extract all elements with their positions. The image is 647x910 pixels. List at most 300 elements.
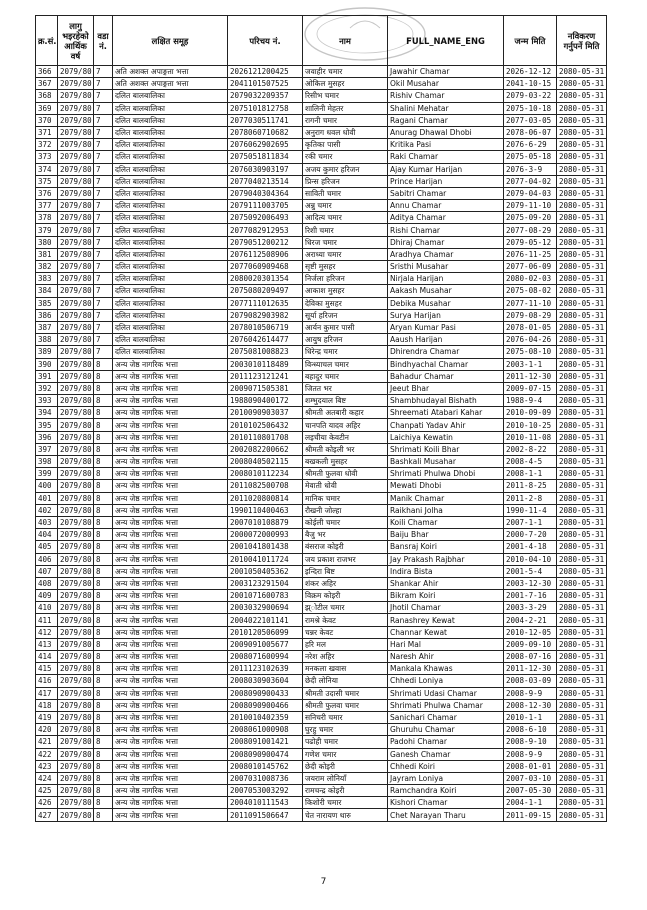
- cell-renewal-date: 2080-05-31: [557, 358, 607, 370]
- cell-serial: 374: [36, 163, 58, 175]
- cell-renewal-date: 2080-05-31: [557, 114, 607, 126]
- cell-id-number: 2010110801708: [228, 431, 303, 443]
- cell-name-nepali: ओकिल मुसहर: [303, 78, 388, 90]
- cell-serial: 386: [36, 309, 58, 321]
- cell-target-group: अन्य जेष्ठ नागरिक भत्ता: [113, 407, 228, 419]
- cell-name-english: Aryan Kumar Pasi: [388, 321, 504, 333]
- cell-serial: 419: [36, 711, 58, 723]
- table-row: [36, 443, 607, 455]
- cell-id-number: 2075051811834: [228, 151, 303, 163]
- cell-name-nepali: झ्ोटील चमार: [303, 602, 388, 614]
- table-row: [36, 187, 607, 199]
- cell-fiscal-year: 2079/80: [58, 297, 94, 309]
- cell-fiscal-year: 2079/80: [58, 151, 94, 163]
- cell-id-number: 2010041011724: [228, 553, 303, 565]
- cell-birth-date: 2080-02-03: [504, 273, 557, 285]
- cell-serial: 406: [36, 553, 58, 565]
- cell-serial: 389: [36, 346, 58, 358]
- cell-serial: 373: [36, 151, 58, 163]
- table-row: [36, 602, 607, 614]
- cell-id-number: 2077040213514: [228, 175, 303, 187]
- cell-renewal-date: 2080-05-31: [557, 370, 607, 382]
- cell-name-nepali: आर्यन कुमार पासी: [303, 321, 388, 333]
- cell-name-nepali: हरि मल: [303, 638, 388, 650]
- cell-id-number: 2010102506432: [228, 419, 303, 431]
- cell-serial: 410: [36, 602, 58, 614]
- cell-target-group: अन्य जेष्ठ नागरिक भत्ता: [113, 468, 228, 480]
- cell-fiscal-year: 2079/80: [58, 724, 94, 736]
- cell-renewal-date: 2080-05-31: [557, 212, 607, 224]
- cell-fiscal-year: 2079/80: [58, 358, 94, 370]
- cell-renewal-date: 2080-05-31: [557, 297, 607, 309]
- cell-name-nepali: नरेश अहिर: [303, 651, 388, 663]
- cell-target-group: दलित बालबालिका: [113, 261, 228, 273]
- cell-birth-date: 2008-9-9: [504, 748, 557, 760]
- cell-renewal-date: 2080-05-31: [557, 163, 607, 175]
- table-row: [36, 456, 607, 468]
- cell-target-group: अन्य जेष्ठ नागरिक भत्ता: [113, 699, 228, 711]
- cell-birth-date: 2008-07-16: [504, 651, 557, 663]
- cell-name-english: Shreemati Atabari Kahar: [388, 407, 504, 419]
- col-header-birth-date: जन्म मिति: [504, 16, 557, 66]
- cell-renewal-date: 2080-05-31: [557, 724, 607, 736]
- cell-name-english: Chhedi Koiri: [388, 760, 504, 772]
- cell-fiscal-year: 2079/80: [58, 553, 94, 565]
- cell-name-nepali: शम्भुदयाल बिष्ट: [303, 395, 388, 407]
- cell-id-number: 2002082200662: [228, 443, 303, 455]
- cell-ward: 8: [94, 431, 113, 443]
- cell-name-nepali: प्रिन्स हरिजन: [303, 175, 388, 187]
- cell-fiscal-year: 2079/80: [58, 382, 94, 394]
- table-row: [36, 516, 607, 528]
- cell-birth-date: 1990-11-4: [504, 504, 557, 516]
- cell-fiscal-year: 2079/80: [58, 809, 94, 821]
- cell-renewal-date: 2080-05-31: [557, 334, 607, 346]
- cell-ward: 7: [94, 139, 113, 151]
- table-row: [36, 638, 607, 650]
- table-row: [36, 358, 607, 370]
- cell-renewal-date: 2080-05-31: [557, 126, 607, 138]
- cell-name-nepali: अन्नु चमार: [303, 200, 388, 212]
- cell-renewal-date: 2080-05-31: [557, 541, 607, 553]
- table-row: [36, 334, 607, 346]
- cell-ward: 8: [94, 382, 113, 394]
- cell-name-nepali: मानिक चमार: [303, 492, 388, 504]
- cell-id-number: 2075092006493: [228, 212, 303, 224]
- cell-name-english: Chanpati Yadav Ahir: [388, 419, 504, 431]
- cell-id-number: 2078060710682: [228, 126, 303, 138]
- cell-id-number: 2007031008736: [228, 772, 303, 784]
- cell-name-english: Sristhi Musahar: [388, 261, 504, 273]
- cell-name-english: Okil Musahar: [388, 78, 504, 90]
- cell-serial: 378: [36, 212, 58, 224]
- table-body: [36, 66, 607, 822]
- cell-serial: 376: [36, 187, 58, 199]
- cell-target-group: दलित बालबालिका: [113, 236, 228, 248]
- cell-id-number: 2009071505381: [228, 382, 303, 394]
- cell-id-number: 2004010111543: [228, 797, 303, 809]
- cell-target-group: दलित बालबालिका: [113, 102, 228, 114]
- cell-ward: 7: [94, 321, 113, 333]
- table-row: [36, 236, 607, 248]
- table-row: [36, 809, 607, 821]
- cell-id-number: 2003010118489: [228, 358, 303, 370]
- cell-fiscal-year: 2079/80: [58, 516, 94, 528]
- cell-id-number: 2026121200425: [228, 66, 303, 78]
- cell-birth-date: 2075-08-02: [504, 285, 557, 297]
- cell-name-nepali: सृष्टी मुसहर: [303, 261, 388, 273]
- cell-id-number: 2079051200212: [228, 236, 303, 248]
- cell-name-english: Bahadur Chamar: [388, 370, 504, 382]
- cell-fiscal-year: 2079/80: [58, 492, 94, 504]
- table-row: [36, 175, 607, 187]
- cell-serial: 391: [36, 370, 58, 382]
- cell-name-english: Mewati Dhobi: [388, 480, 504, 492]
- cell-fiscal-year: 2079/80: [58, 236, 94, 248]
- cell-target-group: अन्य जेष्ठ नागरिक भत्ता: [113, 443, 228, 455]
- cell-name-nepali: आदित्य चमार: [303, 212, 388, 224]
- cell-name-english: Hari Mal: [388, 638, 504, 650]
- cell-target-group: अति अशक्त अपाङ्गता भत्ता: [113, 66, 228, 78]
- cell-id-number: 2079040304364: [228, 187, 303, 199]
- cell-serial: 381: [36, 248, 58, 260]
- cell-serial: 412: [36, 626, 58, 638]
- cell-id-number: 2079082903982: [228, 309, 303, 321]
- cell-fiscal-year: 2079/80: [58, 419, 94, 431]
- cell-serial: 390: [36, 358, 58, 370]
- cell-renewal-date: 2080-05-31: [557, 492, 607, 504]
- cell-ward: 8: [94, 711, 113, 723]
- cell-ward: 7: [94, 126, 113, 138]
- cell-ward: 8: [94, 785, 113, 797]
- cell-ward: 7: [94, 212, 113, 224]
- cell-ward: 8: [94, 577, 113, 589]
- cell-target-group: दलित बालबालिका: [113, 321, 228, 333]
- cell-serial: 405: [36, 541, 58, 553]
- cell-serial: 371: [36, 126, 58, 138]
- table-header-row: [36, 16, 607, 66]
- table-row: [36, 309, 607, 321]
- cell-birth-date: 2001-7-16: [504, 590, 557, 602]
- cell-birth-date: 2000-7-20: [504, 529, 557, 541]
- cell-ward: 8: [94, 651, 113, 663]
- cell-name-nepali: रौखनी जाेल्हा: [303, 504, 388, 516]
- cell-birth-date: 2077-06-09: [504, 261, 557, 273]
- cell-target-group: अन्य जेष्ठ नागरिक भत्ता: [113, 456, 228, 468]
- cell-ward: 8: [94, 529, 113, 541]
- cell-birth-date: 2079-08-29: [504, 309, 557, 321]
- cell-birth-date: 2010-1-1: [504, 711, 557, 723]
- table-row: [36, 212, 607, 224]
- cell-birth-date: 2007-03-10: [504, 772, 557, 784]
- col-header-target-group: लक्षित समूह: [113, 16, 228, 66]
- cell-name-english: Annu Chamar: [388, 200, 504, 212]
- cell-ward: 7: [94, 261, 113, 273]
- cell-birth-date: 2078-01-05: [504, 321, 557, 333]
- cell-ward: 8: [94, 797, 113, 809]
- cell-renewal-date: 2080-05-31: [557, 699, 607, 711]
- cell-ward: 8: [94, 492, 113, 504]
- cell-fiscal-year: 2079/80: [58, 187, 94, 199]
- cell-id-number: 2078010506719: [228, 321, 303, 333]
- cell-serial: 403: [36, 516, 58, 528]
- cell-birth-date: 2041-10-15: [504, 78, 557, 90]
- cell-serial: 377: [36, 200, 58, 212]
- cell-name-english: Rishi Chamar: [388, 224, 504, 236]
- cell-serial: 417: [36, 687, 58, 699]
- cell-renewal-date: 2080-05-31: [557, 407, 607, 419]
- cell-fiscal-year: 2079/80: [58, 663, 94, 675]
- cell-target-group: अन्य जेष्ठ नागरिक भत्ता: [113, 724, 228, 736]
- cell-serial: 416: [36, 675, 58, 687]
- table-row: [36, 504, 607, 516]
- cell-target-group: अन्य जेष्ठ नागरिक भत्ता: [113, 626, 228, 638]
- cell-ward: 8: [94, 504, 113, 516]
- cell-id-number: 2008090900433: [228, 687, 303, 699]
- cell-renewal-date: 2080-05-31: [557, 273, 607, 285]
- cell-renewal-date: 2080-05-31: [557, 772, 607, 784]
- cell-target-group: अन्य जेष्ठ नागरिक भत्ता: [113, 797, 228, 809]
- col-header-fiscal-year: लागु भइरहेको आर्थिक वर्ष: [58, 16, 94, 66]
- cell-serial: 380: [36, 236, 58, 248]
- cell-serial: 372: [36, 139, 58, 151]
- beneficiary-register-table: [35, 15, 607, 822]
- cell-fiscal-year: 2079/80: [58, 772, 94, 784]
- cell-target-group: दलित बालबालिका: [113, 334, 228, 346]
- cell-name-english: Prince Harijan: [388, 175, 504, 187]
- cell-name-nepali: चन्नर केवट: [303, 626, 388, 638]
- cell-name-english: Koili Chamar: [388, 516, 504, 528]
- cell-serial: 384: [36, 285, 58, 297]
- cell-name-nepali: देविका मुसहर: [303, 297, 388, 309]
- cell-renewal-date: 2080-05-31: [557, 602, 607, 614]
- cell-fiscal-year: 2079/80: [58, 699, 94, 711]
- cell-renewal-date: 2080-05-31: [557, 614, 607, 626]
- cell-birth-date: 2011-12-30: [504, 370, 557, 382]
- cell-id-number: 2008061000908: [228, 724, 303, 736]
- cell-name-english: Chhedi Loniya: [388, 675, 504, 687]
- cell-name-english: Naresh Ahir: [388, 651, 504, 663]
- cell-birth-date: 2004-1-1: [504, 797, 557, 809]
- table-row: [36, 248, 607, 260]
- cell-name-nepali: चानपति यादव अहिर: [303, 419, 388, 431]
- cell-birth-date: 2076-04-26: [504, 334, 557, 346]
- cell-target-group: अन्य जेष्ठ नागरिक भत्ता: [113, 809, 228, 821]
- table-row: [36, 66, 607, 78]
- cell-ward: 7: [94, 346, 113, 358]
- cell-serial: 369: [36, 102, 58, 114]
- cell-target-group: अन्य जेष्ठ नागरिक भत्ता: [113, 529, 228, 541]
- table-row: [36, 614, 607, 626]
- cell-renewal-date: 2080-05-31: [557, 760, 607, 772]
- cell-birth-date: 2011-2-8: [504, 492, 557, 504]
- cell-target-group: अन्य जेष्ठ नागरिक भत्ता: [113, 504, 228, 516]
- cell-ward: 7: [94, 236, 113, 248]
- cell-fiscal-year: 2079/80: [58, 785, 94, 797]
- cell-target-group: दलित बालबालिका: [113, 163, 228, 175]
- cell-serial: 414: [36, 651, 58, 663]
- cell-serial: 423: [36, 760, 58, 772]
- cell-ward: 8: [94, 760, 113, 772]
- cell-renewal-date: 2080-05-31: [557, 443, 607, 455]
- cell-renewal-date: 2080-05-31: [557, 90, 607, 102]
- cell-name-english: Channar Kewat: [388, 626, 504, 638]
- cell-name-nepali: बखकली मुसहर: [303, 456, 388, 468]
- table-row: [36, 675, 607, 687]
- cell-name-nepali: बैजु भर: [303, 529, 388, 541]
- cell-birth-date: 2076-3-9: [504, 163, 557, 175]
- cell-birth-date: 2079-04-03: [504, 187, 557, 199]
- cell-ward: 8: [94, 468, 113, 480]
- cell-serial: 375: [36, 175, 58, 187]
- cell-fiscal-year: 2079/80: [58, 675, 94, 687]
- cell-target-group: अन्य जेष्ठ नागरिक भत्ता: [113, 651, 228, 663]
- cell-serial: 424: [36, 772, 58, 784]
- table-row: [36, 151, 607, 163]
- table-row: [36, 261, 607, 273]
- cell-name-nepali: जवाहीर चमार: [303, 66, 388, 78]
- cell-ward: 8: [94, 590, 113, 602]
- cell-id-number: 2001041801438: [228, 541, 303, 553]
- cell-id-number: 1990110400463: [228, 504, 303, 516]
- cell-birth-date: 2010-11-08: [504, 431, 557, 443]
- cell-name-english: Ganesh Chamar: [388, 748, 504, 760]
- cell-ward: 8: [94, 809, 113, 821]
- cell-ward: 7: [94, 151, 113, 163]
- cell-renewal-date: 2080-05-31: [557, 395, 607, 407]
- cell-serial: 383: [36, 273, 58, 285]
- cell-name-nepali: श्रीमती अतबारी कहार: [303, 407, 388, 419]
- cell-name-nepali: अराध्या चमार: [303, 248, 388, 260]
- cell-name-english: Mankala Khawas: [388, 663, 504, 675]
- cell-id-number: 2079032209357: [228, 90, 303, 102]
- cell-ward: 8: [94, 675, 113, 687]
- cell-renewal-date: 2080-05-31: [557, 261, 607, 273]
- cell-target-group: दलित बालबालिका: [113, 90, 228, 102]
- cell-serial: 420: [36, 724, 58, 736]
- cell-fiscal-year: 2079/80: [58, 200, 94, 212]
- cell-serial: 425: [36, 785, 58, 797]
- cell-name-nepali: निर्जला हरिजन: [303, 273, 388, 285]
- cell-id-number: 2003123291504: [228, 577, 303, 589]
- cell-name-english: Jhotil Chamar: [388, 602, 504, 614]
- cell-name-nepali: जयराम लोनियाँ: [303, 772, 388, 784]
- cell-renewal-date: 2080-05-31: [557, 78, 607, 90]
- cell-serial: 388: [36, 334, 58, 346]
- cell-fiscal-year: 2079/80: [58, 370, 94, 382]
- cell-serial: 404: [36, 529, 58, 541]
- table-row: [36, 797, 607, 809]
- cell-birth-date: 2010-10-25: [504, 419, 557, 431]
- cell-target-group: दलित बालबालिका: [113, 346, 228, 358]
- table-row: [36, 492, 607, 504]
- cell-fiscal-year: 2079/80: [58, 224, 94, 236]
- cell-id-number: 2080020301354: [228, 273, 303, 285]
- cell-name-nepali: मेवाती धोवी: [303, 480, 388, 492]
- cell-name-english: Ramchandra Koiri: [388, 785, 504, 797]
- cell-name-english: Raki Chamar: [388, 151, 504, 163]
- cell-name-nepali: आकाश मुसहर: [303, 285, 388, 297]
- cell-id-number: 2011091506647: [228, 809, 303, 821]
- cell-name-english: Bansraj Koiri: [388, 541, 504, 553]
- cell-ward: 7: [94, 309, 113, 321]
- table-row: [36, 285, 607, 297]
- cell-fiscal-year: 2079/80: [58, 602, 94, 614]
- cell-name-english: Aaush Harijan: [388, 334, 504, 346]
- cell-ward: 8: [94, 736, 113, 748]
- cell-name-english: Shrimati Udasi Chamar: [388, 687, 504, 699]
- cell-ward: 8: [94, 772, 113, 784]
- cell-fiscal-year: 2079/80: [58, 626, 94, 638]
- cell-birth-date: 2011-12-30: [504, 663, 557, 675]
- cell-fiscal-year: 2079/80: [58, 480, 94, 492]
- cell-id-number: 1988090400172: [228, 395, 303, 407]
- cell-id-number: 2075081008823: [228, 346, 303, 358]
- table-row: [36, 565, 607, 577]
- cell-name-nepali: सनिचरी चमार: [303, 711, 388, 723]
- cell-name-english: Raikhani Jolha: [388, 504, 504, 516]
- cell-id-number: 2003032900694: [228, 602, 303, 614]
- cell-name-nepali: रिसीभ चमार: [303, 90, 388, 102]
- cell-ward: 7: [94, 297, 113, 309]
- cell-renewal-date: 2080-05-31: [557, 516, 607, 528]
- cell-name-nepali: मनकला खवास: [303, 663, 388, 675]
- cell-target-group: दलित बालबालिका: [113, 273, 228, 285]
- cell-name-nepali: कृतिका पासी: [303, 139, 388, 151]
- cell-name-english: Kishori Chamar: [388, 797, 504, 809]
- cell-fiscal-year: 2079/80: [58, 748, 94, 760]
- cell-birth-date: 2008-4-5: [504, 456, 557, 468]
- cell-ward: 7: [94, 66, 113, 78]
- cell-name-english: Debika Musahar: [388, 297, 504, 309]
- cell-birth-date: 2001-4-18: [504, 541, 557, 553]
- cell-birth-date: 2011-09-15: [504, 809, 557, 821]
- cell-target-group: अन्य जेष्ठ नागरिक भत्ता: [113, 480, 228, 492]
- cell-id-number: 2008091001421: [228, 736, 303, 748]
- cell-name-nepali: रागनी चमार: [303, 114, 388, 126]
- cell-name-nepali: विन्ध्याचल चमार: [303, 358, 388, 370]
- table-row: [36, 724, 607, 736]
- cell-id-number: 2008030903604: [228, 675, 303, 687]
- cell-name-english: Shrimati Phulwa Dhobi: [388, 468, 504, 480]
- cell-serial: 418: [36, 699, 58, 711]
- cell-fiscal-year: 2079/80: [58, 346, 94, 358]
- cell-birth-date: 1988-9-4: [504, 395, 557, 407]
- cell-renewal-date: 2080-05-31: [557, 151, 607, 163]
- cell-name-english: Dhirendra Chamar: [388, 346, 504, 358]
- cell-renewal-date: 2080-05-31: [557, 346, 607, 358]
- cell-id-number: 2010120506099: [228, 626, 303, 638]
- cell-fiscal-year: 2079/80: [58, 431, 94, 443]
- cell-ward: 8: [94, 358, 113, 370]
- cell-fiscal-year: 2079/80: [58, 102, 94, 114]
- cell-renewal-date: 2080-05-31: [557, 102, 607, 114]
- table-row: [36, 468, 607, 480]
- cell-target-group: अति अशक्त अपाङ्गता भत्ता: [113, 78, 228, 90]
- cell-ward: 8: [94, 419, 113, 431]
- cell-renewal-date: 2080-05-31: [557, 651, 607, 663]
- cell-fiscal-year: 2079/80: [58, 273, 94, 285]
- cell-name-nepali: रामचन्द्र कोइरी: [303, 785, 388, 797]
- cell-target-group: अन्य जेष्ठ नागरिक भत्ता: [113, 663, 228, 675]
- cell-name-nepali: श्रीमती फुलवा चमार: [303, 699, 388, 711]
- cell-renewal-date: 2080-05-31: [557, 785, 607, 797]
- cell-fiscal-year: 2079/80: [58, 212, 94, 224]
- table-row: [36, 651, 607, 663]
- cell-id-number: 2008090900474: [228, 748, 303, 760]
- cell-target-group: दलित बालबालिका: [113, 126, 228, 138]
- cell-serial: 393: [36, 395, 58, 407]
